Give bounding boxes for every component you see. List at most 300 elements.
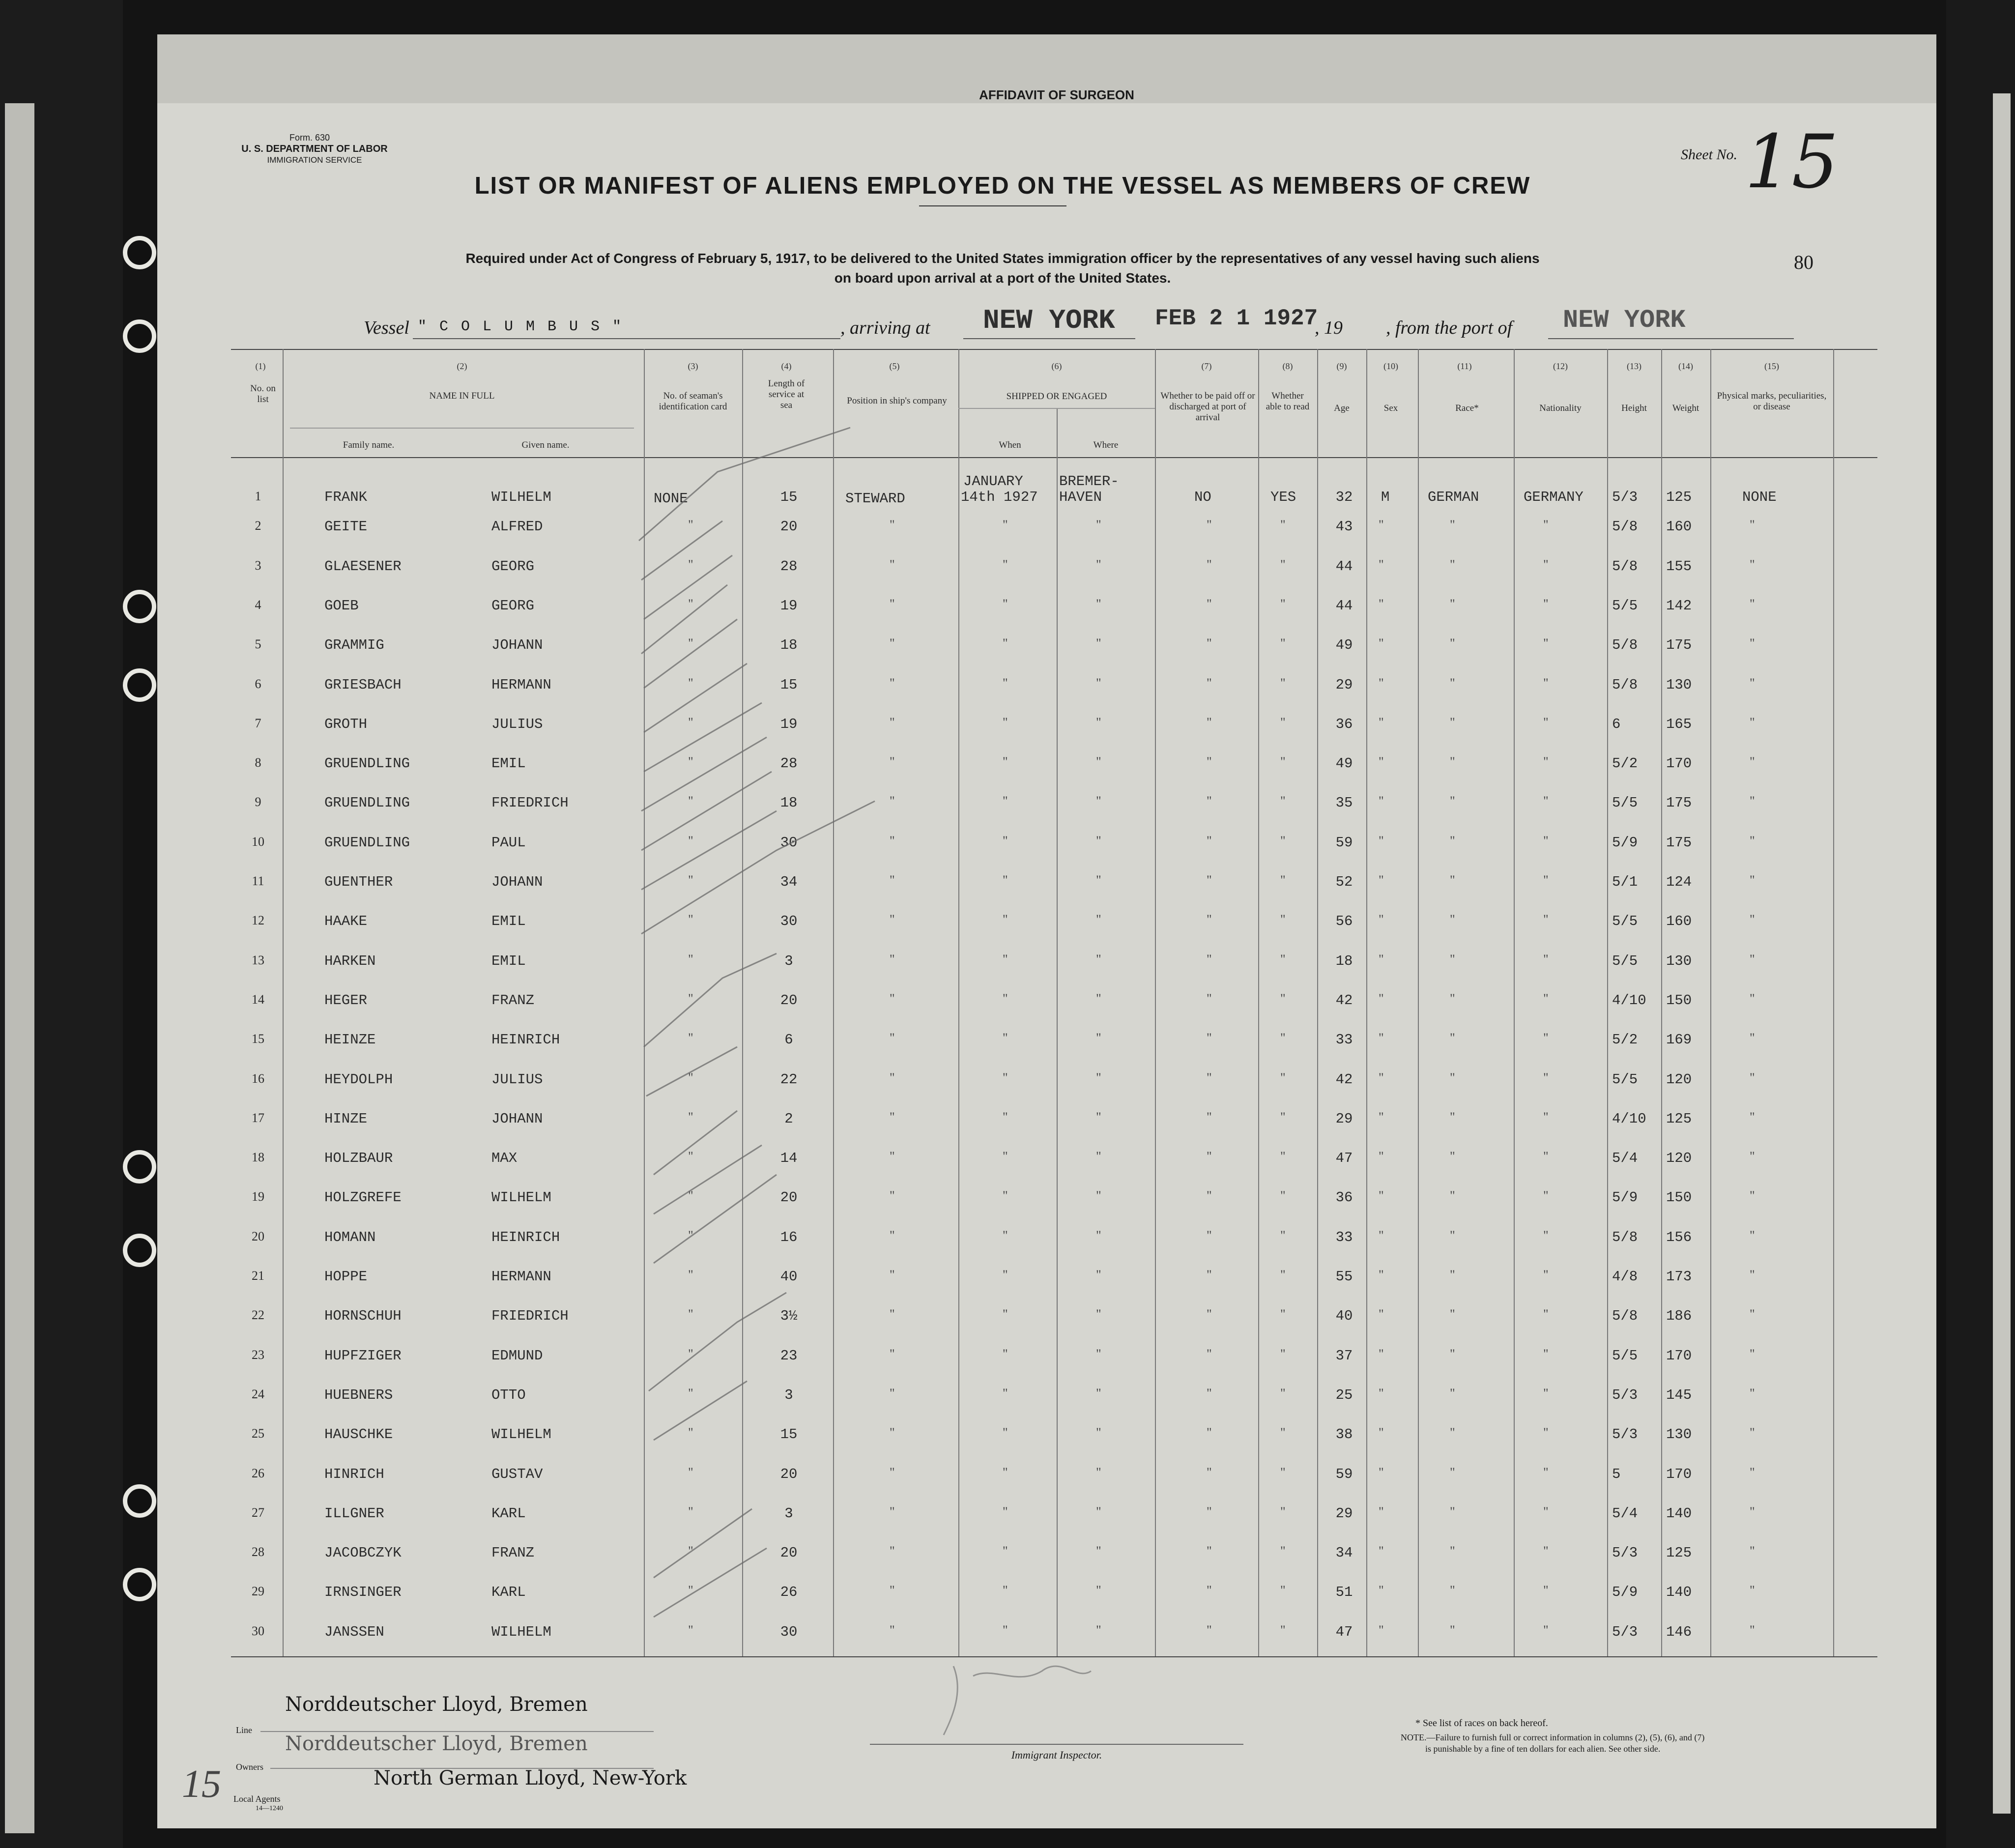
age: 29 <box>1335 676 1353 693</box>
height: 6 <box>1612 716 1621 732</box>
where-ditto: " <box>1096 873 1101 887</box>
race-ditto: " <box>1450 794 1455 808</box>
position-ditto: " <box>890 912 895 927</box>
race-ditto: " <box>1450 518 1455 532</box>
line-value: Norddeutscher Lloyd, Bremen <box>285 1693 588 1716</box>
where-ditto: " <box>1096 1109 1101 1124</box>
given-name: FRANZ <box>491 1545 535 1561</box>
position-ditto: " <box>890 1465 895 1479</box>
row-number: 11 <box>252 874 264 888</box>
nationality-ditto: " <box>1543 873 1549 887</box>
age: 49 <box>1335 755 1353 772</box>
row1-sex: M <box>1381 489 1390 505</box>
position-ditto: " <box>890 991 895 1006</box>
col-header-shipped: SHIPPED OR ENGAGED <box>1006 391 1107 402</box>
subtitle-line-2: on board upon arrival at a port of the United States. <box>834 270 1171 286</box>
card-ditto: " <box>688 1031 693 1045</box>
weight: 150 <box>1666 992 1692 1009</box>
service-length: 2 <box>784 1110 793 1127</box>
when-ditto: " <box>1003 1425 1008 1440</box>
position-ditto: " <box>890 1504 895 1519</box>
race-ditto: " <box>1450 1386 1455 1400</box>
family-name: GOEB <box>324 597 359 614</box>
service-length: 30 <box>780 913 798 930</box>
card-ditto: " <box>688 1149 693 1164</box>
card-ditto: " <box>688 952 693 966</box>
position-ditto: " <box>890 873 895 887</box>
sex-ditto: " <box>1379 557 1384 572</box>
row-number: 8 <box>255 755 261 770</box>
row-number: 25 <box>252 1426 264 1441</box>
when-ditto: " <box>1003 1544 1008 1559</box>
row-number: 9 <box>255 795 261 809</box>
row-number: 10 <box>252 834 264 849</box>
where-ditto: " <box>1096 1228 1101 1242</box>
race-ditto: " <box>1450 675 1455 690</box>
row-number: 4 <box>255 597 261 612</box>
read-ditto: " <box>1280 912 1286 927</box>
race-ditto: " <box>1450 952 1455 966</box>
age: 43 <box>1335 519 1353 535</box>
race-ditto: " <box>1450 1228 1455 1242</box>
sex-ditto: " <box>1379 1268 1384 1282</box>
service-length: 6 <box>784 1032 793 1048</box>
row1-when-2: 14th 1927 <box>961 489 1038 505</box>
age: 29 <box>1335 1110 1353 1127</box>
read-ditto: " <box>1280 1228 1286 1242</box>
age: 42 <box>1335 1071 1353 1088</box>
given-name: WILHELM <box>491 1426 551 1443</box>
from-port-label: , from the port of <box>1386 318 1513 338</box>
col-number: (9) <box>1336 361 1347 371</box>
family-name: GROTH <box>324 716 368 732</box>
race-ditto: " <box>1450 1149 1455 1164</box>
service-length: 18 <box>780 637 798 654</box>
punch-hole <box>123 236 156 269</box>
nationality-ditto: " <box>1543 1149 1549 1164</box>
row1-position: STEWARD <box>845 491 905 507</box>
weight: 130 <box>1666 1426 1692 1443</box>
punch-hole <box>123 590 156 623</box>
position-ditto: " <box>890 557 895 572</box>
sex-ditto: " <box>1379 1622 1384 1637</box>
sex-ditto: " <box>1379 1465 1384 1479</box>
weight: 175 <box>1666 637 1692 654</box>
card-ditto: " <box>688 1228 693 1242</box>
age: 33 <box>1335 1032 1353 1048</box>
where-ditto: " <box>1096 1149 1101 1164</box>
marks-ditto: " <box>1750 557 1755 572</box>
given-name: JULIUS <box>491 716 543 732</box>
from-port: NEW YORK <box>1563 306 1686 335</box>
family-name: HOLZBAUR <box>324 1150 393 1167</box>
row-number: 28 <box>252 1545 264 1559</box>
race-ditto: " <box>1450 557 1455 572</box>
arriving-label: , arriving at <box>840 318 930 338</box>
col-number: (1) <box>255 361 266 371</box>
marks-ditto: " <box>1750 1228 1755 1242</box>
height: 5/5 <box>1612 597 1638 614</box>
given-name: FRIEDRICH <box>491 795 569 811</box>
row1-marks: NONE <box>1742 489 1777 505</box>
row1-race: GERMAN <box>1428 489 1479 505</box>
row1-where-1: BREMER- <box>1059 473 1119 490</box>
weight: 146 <box>1666 1623 1692 1640</box>
col-number: (4) <box>781 361 792 371</box>
position-ditto: " <box>890 1109 895 1124</box>
when-ditto: " <box>1003 675 1008 690</box>
service-length: 20 <box>780 1545 798 1561</box>
card-ditto: " <box>688 1268 693 1282</box>
service-length: 20 <box>780 1189 798 1206</box>
where-ditto: " <box>1096 833 1101 848</box>
card-ditto: " <box>688 1070 693 1085</box>
read-ditto: " <box>1280 1622 1286 1637</box>
position-ditto: " <box>890 1386 895 1400</box>
position-ditto: " <box>890 1070 895 1085</box>
card-ditto: " <box>688 1544 693 1559</box>
read-ditto: " <box>1280 1031 1286 1045</box>
sheet-number: 15 <box>1745 119 1839 205</box>
position-ditto: " <box>890 596 895 611</box>
nationality-ditto: " <box>1543 833 1549 848</box>
age: 51 <box>1335 1584 1353 1601</box>
owners-label: Owners <box>236 1762 263 1772</box>
position-ditto: " <box>890 754 895 769</box>
position-ditto: " <box>890 675 895 690</box>
height: 5/5 <box>1612 1347 1638 1364</box>
given-name: KARL <box>491 1505 526 1522</box>
paid-off-ditto: " <box>1207 1544 1212 1559</box>
read-ditto: " <box>1280 952 1286 966</box>
height: 5/9 <box>1612 834 1638 851</box>
card-ditto: " <box>688 1386 693 1400</box>
race-ditto: " <box>1450 1109 1455 1124</box>
family-name: HUEBNERS <box>324 1386 393 1403</box>
family-name: GLAESENER <box>324 558 402 575</box>
age: 37 <box>1335 1347 1353 1364</box>
when-ditto: " <box>1003 1504 1008 1519</box>
row-number: 18 <box>252 1150 264 1165</box>
nationality-ditto: " <box>1543 991 1549 1006</box>
card-ditto: " <box>688 1425 693 1440</box>
when-ditto: " <box>1003 1031 1008 1045</box>
year-label: , 19 <box>1315 318 1343 338</box>
service-length: 14 <box>780 1150 798 1167</box>
given-name: JOHANN <box>491 637 543 654</box>
card-ditto: " <box>688 873 693 887</box>
weight: 125 <box>1666 489 1692 505</box>
height: 5/5 <box>1612 953 1638 969</box>
nationality-ditto: " <box>1543 1109 1549 1124</box>
service-length: 19 <box>780 597 798 614</box>
col-number: (8) <box>1282 361 1293 371</box>
marks-ditto: " <box>1750 1465 1755 1479</box>
weight: 130 <box>1666 676 1692 693</box>
given-name: WILHELM <box>491 1189 551 1206</box>
where-ditto: " <box>1096 715 1101 729</box>
card-ditto: " <box>688 794 693 808</box>
family-name: GRUENDLING <box>324 795 410 811</box>
age: 29 <box>1335 1505 1353 1522</box>
sex-ditto: " <box>1379 1504 1384 1519</box>
when-ditto: " <box>1003 636 1008 651</box>
weight: 140 <box>1666 1584 1692 1601</box>
nationality-ditto: " <box>1543 1346 1549 1361</box>
read-ditto: " <box>1280 873 1286 887</box>
sex-ditto: " <box>1379 1188 1384 1203</box>
position-ditto: " <box>890 636 895 651</box>
nationality-ditto: " <box>1543 596 1549 611</box>
race-ditto: " <box>1450 1031 1455 1045</box>
race-ditto: " <box>1450 1268 1455 1282</box>
age: 47 <box>1335 1623 1353 1640</box>
read-ditto: " <box>1280 1583 1286 1598</box>
where-ditto: " <box>1096 1346 1101 1361</box>
nationality-ditto: " <box>1543 1504 1549 1519</box>
where-ditto: " <box>1096 1070 1101 1085</box>
sex-ditto: " <box>1379 1583 1384 1598</box>
position-ditto: " <box>890 1346 895 1361</box>
affidavit-label: AFFIDAVIT OF SURGEON <box>979 87 1134 102</box>
age: 33 <box>1335 1229 1353 1245</box>
punch-hole <box>123 668 156 702</box>
marks-ditto: " <box>1750 1504 1755 1519</box>
marks-ditto: " <box>1750 754 1755 769</box>
col-number: (14) <box>1678 361 1693 371</box>
service-length: 34 <box>780 874 798 890</box>
where-ditto: " <box>1096 1544 1101 1559</box>
marks-ditto: " <box>1750 1346 1755 1361</box>
row-number: 23 <box>252 1347 264 1362</box>
line-rule <box>260 1731 654 1732</box>
service-length: 22 <box>780 1071 798 1088</box>
where-ditto: " <box>1096 1307 1101 1322</box>
position-ditto: " <box>890 1268 895 1282</box>
race-ditto: " <box>1450 596 1455 611</box>
card-ditto: " <box>688 596 693 611</box>
height: 5/1 <box>1612 874 1638 890</box>
weight: 156 <box>1666 1229 1692 1245</box>
family-name: GUENTHER <box>324 874 393 890</box>
paid-off-ditto: " <box>1207 675 1212 690</box>
read-ditto: " <box>1280 833 1286 848</box>
weight: 175 <box>1666 834 1692 851</box>
family-name: HAUSCHKE <box>324 1426 393 1443</box>
weight: 160 <box>1666 913 1692 930</box>
service-length: 40 <box>780 1269 798 1285</box>
marks-ditto: " <box>1750 952 1755 966</box>
owners-value: Norddeutscher Lloyd, Bremen <box>285 1732 588 1755</box>
when-ditto: " <box>1003 794 1008 808</box>
age: 36 <box>1335 716 1353 732</box>
sex-ditto: " <box>1379 1070 1384 1085</box>
when-ditto: " <box>1003 715 1008 729</box>
marks-ditto: " <box>1750 1583 1755 1598</box>
service-length: 20 <box>780 992 798 1009</box>
row-number: 7 <box>255 716 261 730</box>
marks-ditto: " <box>1750 1070 1755 1085</box>
row1-nationality: GERMANY <box>1524 489 1583 505</box>
line-label: Line <box>236 1725 252 1735</box>
where-ditto: " <box>1096 754 1101 769</box>
sex-ditto: " <box>1379 1425 1384 1440</box>
position-ditto: " <box>890 1583 895 1598</box>
height: 5/2 <box>1612 1032 1638 1048</box>
age: 40 <box>1335 1308 1353 1325</box>
height: 5/4 <box>1612 1150 1638 1167</box>
position-ditto: " <box>890 1425 895 1440</box>
read-ditto: " <box>1280 991 1286 1006</box>
card-ditto: " <box>688 715 693 729</box>
col-header-service: Length of service at sea <box>768 378 805 410</box>
given-name: OTTO <box>491 1386 526 1403</box>
when-ditto: " <box>1003 1386 1008 1400</box>
read-ditto: " <box>1280 1386 1286 1400</box>
age: 25 <box>1335 1386 1353 1403</box>
read-ditto: " <box>1280 754 1286 769</box>
height: 5/8 <box>1612 519 1638 535</box>
row-number: 3 <box>255 558 261 573</box>
race-ditto: " <box>1450 833 1455 848</box>
paid-off-ditto: " <box>1207 1307 1212 1322</box>
col-number: (13) <box>1627 361 1641 371</box>
given-name: JOHANN <box>491 874 543 890</box>
read-ditto: " <box>1280 636 1286 651</box>
height: 4/10 <box>1612 992 1646 1009</box>
sex-ditto: " <box>1379 952 1384 966</box>
marks-ditto: " <box>1750 715 1755 729</box>
race-ditto: " <box>1450 912 1455 927</box>
sex-ditto: " <box>1379 1031 1384 1045</box>
family-name: HINRICH <box>324 1466 384 1482</box>
inspector-signature-line <box>870 1744 1243 1745</box>
family-name: ILLGNER <box>324 1505 384 1522</box>
when-ditto: " <box>1003 1188 1008 1203</box>
service-length: 20 <box>780 1466 798 1482</box>
service-length: 19 <box>780 716 798 732</box>
row-number: 19 <box>252 1189 264 1204</box>
col-header-name: NAME IN FULL <box>429 391 495 401</box>
family-name: HORNSCHUH <box>324 1308 402 1325</box>
row-number: 26 <box>252 1466 264 1480</box>
row-number: 20 <box>252 1229 264 1243</box>
row-number: 27 <box>252 1505 264 1520</box>
sex-ditto: " <box>1379 1149 1384 1164</box>
sex-ditto: " <box>1379 833 1384 848</box>
race-ditto: " <box>1450 1622 1455 1637</box>
sex-ditto: " <box>1379 991 1384 1006</box>
card-ditto: " <box>688 1583 693 1598</box>
age: 44 <box>1335 558 1353 575</box>
marks-ditto: " <box>1750 1307 1755 1322</box>
given-name: ALFRED <box>491 519 543 535</box>
paid-off-ditto: " <box>1207 1031 1212 1045</box>
race-ditto: " <box>1450 1583 1455 1598</box>
family-name: HOLZGREFE <box>324 1189 402 1206</box>
paid-off-ditto: " <box>1207 1346 1212 1361</box>
read-ditto: " <box>1280 715 1286 729</box>
card-ditto: " <box>688 1109 693 1124</box>
col-header-race: Race* <box>1455 403 1479 413</box>
read-ditto: " <box>1280 518 1286 532</box>
height: 5/9 <box>1612 1189 1638 1206</box>
row-number: 6 <box>255 676 261 691</box>
read-ditto: " <box>1280 596 1286 611</box>
height: 5/3 <box>1612 1386 1638 1403</box>
height: 5/8 <box>1612 637 1638 654</box>
nationality-ditto: " <box>1543 1268 1549 1282</box>
marks-ditto: " <box>1750 991 1755 1006</box>
previous-page-edge <box>5 103 34 1833</box>
when-ditto: " <box>1003 596 1008 611</box>
punch-hole <box>123 319 156 353</box>
sex-ditto: " <box>1379 1307 1384 1322</box>
height: 5 <box>1612 1466 1621 1482</box>
read-ditto: " <box>1280 1307 1286 1322</box>
col-header-position: Position in ship's company <box>847 396 947 406</box>
family-name: HINZE <box>324 1110 368 1127</box>
paid-off-ditto: " <box>1207 636 1212 651</box>
given-name: KARL <box>491 1584 526 1601</box>
paid-off-ditto: " <box>1207 1622 1212 1637</box>
col-header-height: Height <box>1621 403 1647 413</box>
read-ditto: " <box>1280 1425 1286 1440</box>
inspector-label: Immigrant Inspector. <box>1011 1749 1102 1761</box>
row-number: 16 <box>252 1071 264 1086</box>
age: 38 <box>1335 1426 1353 1443</box>
position-ditto: " <box>890 1544 895 1559</box>
race-ditto: " <box>1450 1504 1455 1519</box>
row-number: 14 <box>252 992 264 1007</box>
card-ditto: " <box>688 754 693 769</box>
nationality-ditto: " <box>1543 1544 1549 1559</box>
read-ditto: " <box>1280 1346 1286 1361</box>
height: 5/3 <box>1612 1623 1638 1640</box>
family-name: FRANK <box>324 489 368 505</box>
family-name: GRUENDLING <box>324 834 410 851</box>
family-name: HEINZE <box>324 1032 376 1048</box>
family-name: IRNSINGER <box>324 1584 402 1601</box>
height: 5/5 <box>1612 913 1638 930</box>
height: 5/9 <box>1612 1584 1638 1601</box>
col-number: (5) <box>889 361 900 371</box>
col-number: (6) <box>1051 361 1062 371</box>
when-ditto: " <box>1003 1622 1008 1637</box>
row-number: 13 <box>252 953 264 967</box>
nationality-ditto: " <box>1543 636 1549 651</box>
marks-ditto: " <box>1750 794 1755 808</box>
given-name: EDMUND <box>491 1347 543 1364</box>
service-length: 20 <box>780 519 798 535</box>
age: 35 <box>1335 795 1353 811</box>
height: 5/8 <box>1612 558 1638 575</box>
col-header-given-name: Given name. <box>521 440 570 450</box>
given-name: HERMANN <box>491 1269 551 1285</box>
marks-ditto: " <box>1750 518 1755 532</box>
service-length: 15 <box>780 676 798 693</box>
given-name: PAUL <box>491 834 526 851</box>
row-number: 15 <box>252 1032 264 1046</box>
weight: 130 <box>1666 953 1692 969</box>
paid-off-ditto: " <box>1207 1465 1212 1479</box>
read-ditto: " <box>1280 1504 1286 1519</box>
when-ditto: " <box>1003 952 1008 966</box>
height: 4/8 <box>1612 1269 1638 1285</box>
height: 5/2 <box>1612 755 1638 772</box>
agents-label: Local Agents <box>233 1794 281 1804</box>
nationality-ditto: " <box>1543 1307 1549 1322</box>
